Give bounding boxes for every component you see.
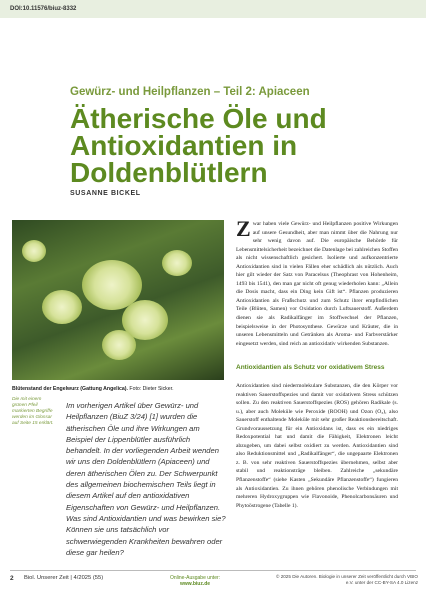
caption-bold: Blütenstand der Engelwurz (Gattung Angelica). <box>12 386 128 392</box>
body-paragraph-1: war haben viele Gewürz- und Heilpflanzen positive Wirkungen auf unsere Gesundheit, aber man nimmt über die Nahrung nur sehr wenig davon auf. Die europäische Behörde für Lebensmittelsicherheit bezeichnet die Datenlage bei zahlreichen Stoffen als nicht wissenschaftlich gesichert. Isolierte und aufkonzentrierte Antioxidantien sind in vielen Fällen eher schädlich als nützlich. Auch hier gilt wieder der Satz von Paracelsus (Theophrast von Hohenheim, 1493 bis 1541), den man gar nicht oft genug wiederholen kann: „Allein die Dosis macht, dass ein Ding kein Gift ist“. Pflanzen produzieren Antioxidantien als Fraßschutz und zum Schutz ihrer empfindlichen Teile (Blüten, Samen) vor Oxidation durch Luftsauerstoff. Außerdem dienen sie als Radikalfänger im Stoffwechsel der Pflanzen, beispielsweise in der Photosynthese. Gewürze und Kräuter, die in unseren Lebensmitteln und Getränken als Aroma- und Farbverstärker eingesetzt werden, sind reich an antioxidativ wirkenden Substanzen. <box>236 221 398 347</box>
angelica-photo <box>12 220 224 380</box>
series-title: Gewürz- und Heilpflanzen – Teil 2: Apiaceen <box>70 86 310 98</box>
body-column <box>236 216 398 348</box>
footer-divider <box>10 570 416 571</box>
glossary-note: Die mit einem grünen Pfeil markierten Begriffe werden im Glossar auf Seite 15 erklärt. <box>12 397 54 426</box>
copyright-notice: © 2025 Die Autoren. Biologie in unserer Zeit veröffentlicht durch VBIO e.V. unter der CC-BY-SA 4.0 Lizenz <box>276 574 418 585</box>
caption-credit: Foto: Dieter Sicker. <box>127 386 174 392</box>
author-name: SUSANNE BICKEL <box>70 190 141 197</box>
intro-text: Im vorherigen Artikel über Gewürz- und Heilpflanzen (BiuZ 3/24) [1] wurden die ätherischen Öle und ihre Wirkungen am Beispiel der Lippenblütler ausführlich behandelt. In der vorliegenden Arbeit wenden wir uns den Doldenblütlern (Apiaceen) und deren ätherischen Ölen zu. Der Schwerpunkt des allgemeinen biochemischen Teils liegt in diesem Artikel auf den antioxidativen Eigenschaften von Gewürz- und Heilpflanzen. Was sind Antioxidantien und was bewirken sie? Können sie uns tatsächlich vor schwerwiegenden Krankheiten bewahren oder diese gar heilen? <box>66 401 226 557</box>
journal-info: Biol. Unserer Zeit | 4/2025 (55) <box>24 575 104 581</box>
online-link[interactable]: www.biuz.de <box>179 581 211 587</box>
figure-caption <box>12 386 224 392</box>
online-label: Online-Ausgabe unter: <box>170 575 221 581</box>
drop-cap: Z <box>236 216 251 241</box>
online-info <box>170 575 220 587</box>
section-heading: Antioxidantien als Schutz vor oxidativem Stress <box>236 364 385 371</box>
article-title: Ätherische Öle und Antioxidantien in Doldenblütlern <box>70 103 327 188</box>
page-number: 2 <box>10 575 14 582</box>
doi-label: DOI:10.11576/biuz-8332 <box>10 6 77 12</box>
body-paragraph-2: Antioxidantien sind niedermolekulare Substanzen, die den Körper vor reaktiven Sauerstoffspezies und damit vor oxidativem Stress schützen sollen. Zu den reaktiven Sauerstoffspezies (ROS) gehören Radikale (s. u.), aber auch Moleküle wie Peroxide (ROOH) und Ozon (O₃), also Sauerstoff enthaltende Moleküle mit sehr großer Reaktionsbereitschaft. Grundvoraussetzung für ein Antioxidans ist, dass es ein niedriges Redoxpotential hat und damit die Fähigkeit, Elektronen leicht abzugeben, um dabei selbst oxidiert zu werden. Antioxidantien sind also Reduktionsmittel und „Radikalfänger“, die ungepaarte Elektronen z. B. von sehr reaktiven Sauerstoffspezies übernehmen, selbst aber stabil und reaktionsträge bleiben. Zahlreiche „sekundäre Pflanzenstoffe“ (siehe Kasten „Sekundäre Pflanzenstoffe“) fungieren als Antioxidantien. Zu ihnen gehören phenolische Verbindungen mit mehreren Hydroxygruppen wie Flavonoide, Phenolcarbonsäuren und Phytoöstrogene (Tabelle 1). <box>236 383 398 509</box>
